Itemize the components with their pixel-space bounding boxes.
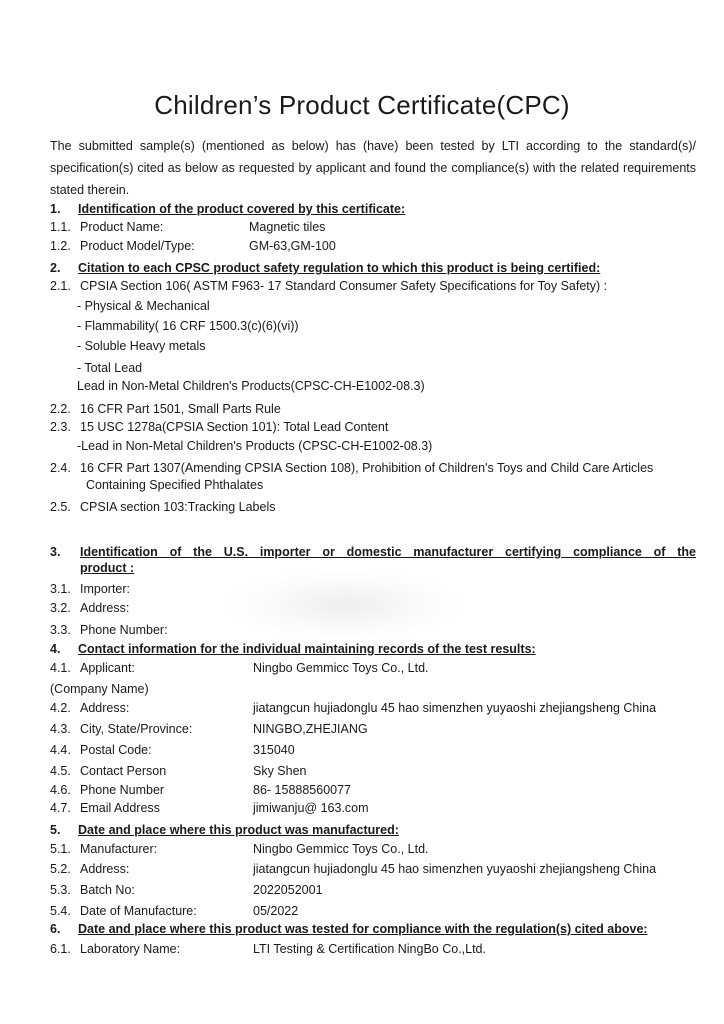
field-label: Phone Number	[80, 783, 165, 797]
field-value: jiatangcun hujiadonglu 45 hao simenzhen yuyaoshi zhejiangsheng China	[253, 862, 657, 876]
field-value: GM-63,GM-100	[249, 239, 336, 253]
page-title: Children’s Product Certificate(CPC)	[154, 90, 570, 120]
field-label: Email Address	[80, 801, 160, 815]
test-item: - Physical & Mechanical	[77, 299, 210, 313]
field-label: Address:	[80, 862, 130, 876]
item-number: 1.1.	[50, 220, 71, 234]
field-value: Sky Shen	[253, 764, 307, 778]
item-number: 3.3.	[50, 623, 71, 637]
item-number: 2.1.	[50, 279, 71, 293]
item-number: 4.5.	[50, 764, 71, 778]
item-number: 6.1.	[50, 942, 71, 956]
applicant-value: Ningbo Gemmicc Toys Co., Ltd.	[253, 661, 429, 675]
field-value: 2022052001	[253, 883, 323, 897]
item-number: 2.5.	[50, 500, 71, 514]
section-4-number: 4.	[50, 642, 61, 656]
item-number: 5.1.	[50, 842, 71, 856]
item-number: 4.6.	[50, 783, 71, 797]
section-3-heading-cont: product :	[80, 561, 135, 575]
field-value: jimiwanju@ 163.com	[253, 801, 369, 815]
item-number: 3.1.	[50, 582, 71, 596]
field-value: 315040	[253, 743, 295, 757]
regulation-text-cont: Containing Specified Phthalates	[86, 478, 264, 492]
item-number: 5.3.	[50, 883, 71, 897]
regulation-text: 16 CFR Part 1307(Amending CPSIA Section 108), Prohibition of Children's Toys and Child Care Articles	[80, 461, 654, 475]
section-3-number: 3.	[50, 545, 61, 559]
section-6-number: 6.	[50, 922, 61, 936]
field-value: 86- 15888560077	[253, 783, 352, 797]
company-name-label: (Company Name)	[50, 682, 149, 696]
field-label: City, State/Province:	[80, 722, 193, 736]
intro-paragraph: The submitted sample(s) (mentioned as below) has (have) been tested by LTI according to the standard(s)/ specification(s) cited as below as requested by applicant and found the compliance(s) with the related requirements stated therein.	[50, 139, 696, 197]
item-number: 4.3.	[50, 722, 71, 736]
section-3-heading: Identification of the U.S. importer or domestic manufacturer certifying compliance of the	[80, 545, 696, 559]
section-1-heading: Identification of the product covered by this certificate:	[78, 202, 406, 216]
field-value: jiatangcun hujiadonglu 45 hao simenzhen yuyaoshi zhejiangsheng China	[253, 701, 657, 715]
test-item: - Flammability( 16 CRF 1500.3(c)(6)(vi))	[77, 319, 299, 333]
section-6-heading: Date and place where this product was tested for compliance with the regulation(s) cited above:	[78, 922, 648, 936]
section-1-number: 1.	[50, 202, 61, 216]
field-label: Address:	[80, 601, 130, 615]
test-item: - Total Lead	[77, 361, 143, 375]
item-number: 1.2.	[50, 239, 71, 253]
item-number: 2.2.	[50, 402, 71, 416]
field-label: Phone Number:	[80, 623, 168, 637]
field-label: Laboratory Name:	[80, 942, 181, 956]
section-5-heading: Date and place where this product was manufactured:	[78, 823, 399, 837]
field-label: Batch No:	[80, 883, 135, 897]
section-5-number: 5.	[50, 823, 61, 837]
lead-method: -Lead in Non-Metal Children's Products (CPSC-CH-E1002-08.3)	[77, 439, 433, 453]
field-label: Product Name:	[80, 220, 164, 234]
field-label: Date of Manufacture:	[80, 904, 197, 918]
field-value: 05/2022	[253, 904, 299, 918]
item-number: 5.4.	[50, 904, 71, 918]
field-label: Contact Person	[80, 764, 167, 778]
item-number: 4.4.	[50, 743, 71, 757]
field-value: NINGBO,ZHEJIANG	[253, 722, 368, 736]
redacted-area	[230, 570, 460, 640]
regulation-text: 15 USC 1278a(CPSIA Section 101): Total Lead Content	[80, 420, 389, 434]
section-2-number: 2.	[50, 261, 61, 275]
field-label: Postal Code:	[80, 743, 152, 757]
lead-method: Lead in Non-Metal Children's Products(CPSC-CH-E1002-08.3)	[77, 379, 425, 393]
regulation-text: CPSIA section 103:Tracking Labels	[80, 500, 276, 514]
field-value: Magnetic tiles	[249, 220, 326, 234]
regulation-text: CPSIA Section 106( ASTM F963- 17 Standard Consumer Safety Specifications for Toy Safety) :	[80, 279, 608, 293]
regulation-text: 16 CFR Part 1501, Small Parts Rule	[80, 402, 281, 416]
field-label: Applicant:	[80, 661, 135, 675]
test-item: - Soluble Heavy metals	[77, 339, 206, 353]
item-number: 2.3.	[50, 420, 71, 434]
field-label: Manufacturer:	[80, 842, 158, 856]
item-number: 5.2.	[50, 862, 71, 876]
item-number: 3.2.	[50, 601, 71, 615]
field-value: LTI Testing & Certification NingBo Co.,Ltd.	[253, 942, 486, 956]
item-number: 4.1.	[50, 661, 71, 675]
item-number: 2.4.	[50, 461, 71, 475]
item-number: 4.7.	[50, 801, 71, 815]
section-2-heading: Citation to each CPSC product safety regulation to which this product is being certified:	[78, 261, 601, 275]
field-value: Ningbo Gemmicc Toys Co., Ltd.	[253, 842, 429, 856]
field-label: Product Model/Type:	[80, 239, 195, 253]
field-label: Address:	[80, 701, 130, 715]
section-4-heading: Contact information for the individual maintaining records of the test results:	[78, 642, 536, 656]
field-label: Importer:	[80, 582, 131, 596]
item-number: 4.2.	[50, 701, 71, 715]
